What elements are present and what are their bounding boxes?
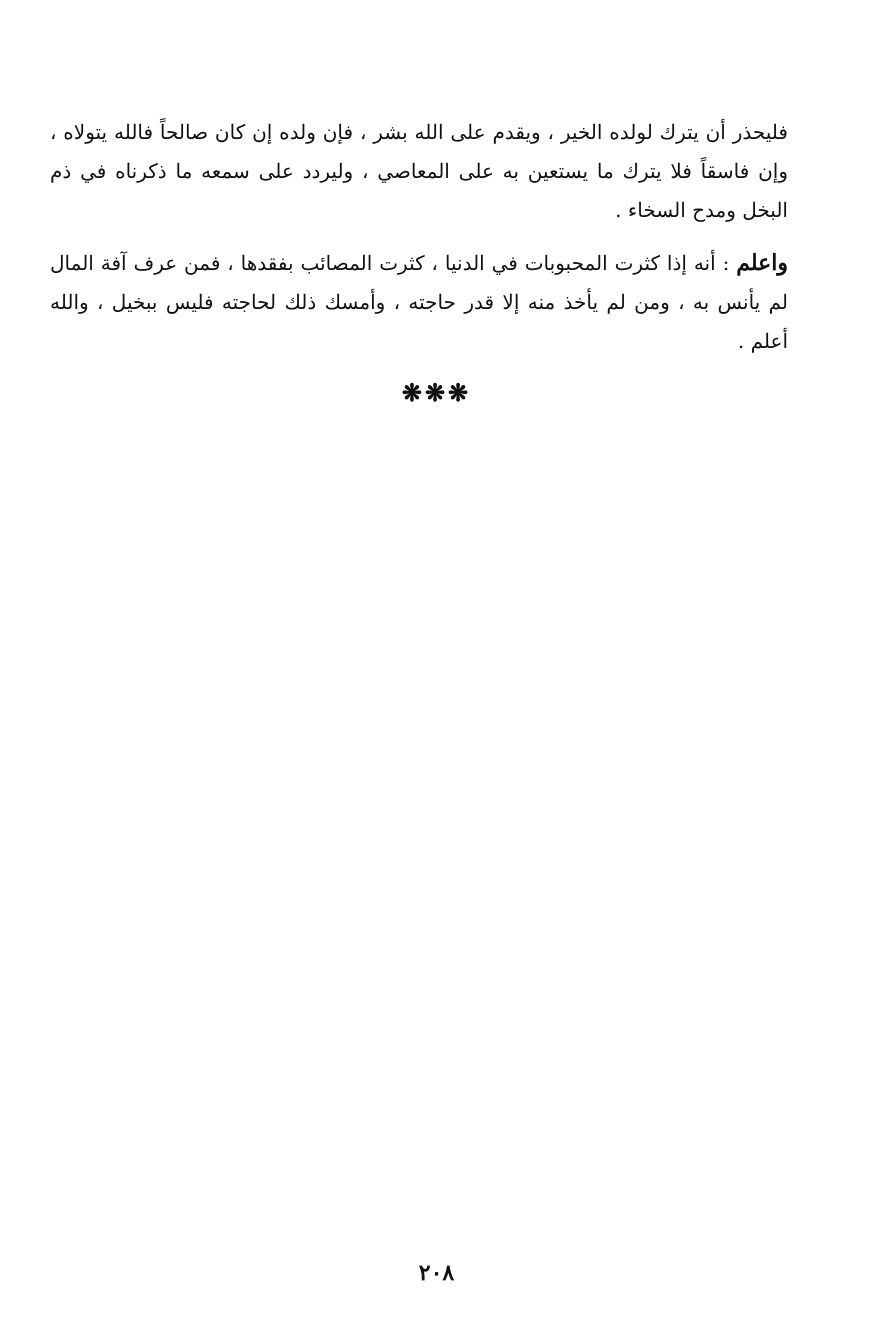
paragraph-2-text: : أنه إذا كثرت المحبوبات في الدنيا ، كثرت المصائب بفقدها ، فمن عرف آفة المال لم يأنس به ، ومن لم يأخذ منه إلا قدر حاجته ، وأمسك ذلك لحاجته فليس ببخيل ، والله أعلم . [50, 251, 788, 353]
section-separator: ❋❋❋ [401, 378, 472, 407]
paragraph-1 [50, 113, 788, 230]
paragraph-2-lead-word: واعلم [736, 250, 788, 276]
paragraph-2 [50, 244, 788, 361]
paragraph-1-text: فليحذر أن يترك لولده الخير ، ويقدم على الله بشر ، فإن ولده إن كان صالحاً فالله يتولاه ، وإن فاسقاً فلا يترك ما يستعين به على المعاصي ، وليردد على سمعه ما ذكرناه في ذم البخل ومدح السخاء . [50, 120, 788, 222]
page-number: ٢٠٨ [418, 1260, 455, 1286]
